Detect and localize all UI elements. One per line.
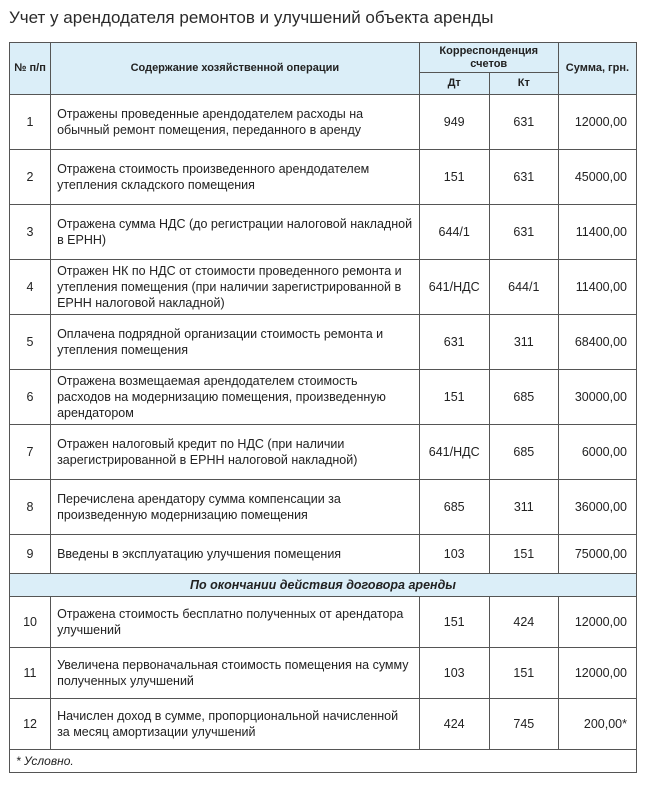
row-kt: 151 [489, 535, 558, 574]
row-sum: 12000,00 [558, 597, 636, 648]
table-row [10, 370, 637, 425]
row-num: 1 [10, 95, 51, 150]
header-operation: Содержание хозяйственной операции [51, 43, 420, 95]
row-sum: 30000,00 [558, 370, 636, 425]
row-dt: 151 [419, 597, 489, 648]
row-kt: 311 [489, 315, 558, 370]
table-row [10, 535, 637, 574]
row-dt: 151 [419, 370, 489, 425]
row-sum: 11400,00 [558, 205, 636, 260]
row-sum: 12000,00 [558, 95, 636, 150]
row-operation: Отражены проведенные арендодателем расходы на обычный ремонт помещения, переданного в аренду [51, 95, 420, 150]
row-sum: 36000,00 [558, 480, 636, 535]
table-row [10, 150, 637, 205]
row-kt: 631 [489, 95, 558, 150]
row-operation: Начислен доход в сумме, пропорциональной начисленной за месяц амортизации улучшений [51, 699, 420, 750]
row-operation: Отражена возмещаемая арендодателем стоимость расходов на модернизацию помещения, произведенную арендатором [51, 370, 420, 425]
row-dt: 685 [419, 480, 489, 535]
row-operation: Увеличена первоначальная стоимость помещения на сумму полученных улучшений [51, 648, 420, 699]
accounting-table [9, 42, 637, 773]
row-operation: Отражена стоимость бесплатно полученных от арендатора улучшений [51, 597, 420, 648]
row-num: 8 [10, 480, 51, 535]
table-row [10, 315, 637, 370]
row-kt: 631 [489, 150, 558, 205]
row-kt: 631 [489, 205, 558, 260]
row-dt: 644/1 [419, 205, 489, 260]
row-dt: 641/НДС [419, 425, 489, 480]
row-operation: Введены в эксплуатацию улучшения помещения [51, 535, 420, 574]
row-num: 7 [10, 425, 51, 480]
row-num: 4 [10, 260, 51, 315]
row-operation: Отражена сумма НДС (до регистрации налоговой накладной в ЕРНН) [51, 205, 420, 260]
section-row [10, 574, 637, 597]
row-operation: Отражена стоимость произведенного арендодателем утепления складского помещения [51, 150, 420, 205]
row-kt: 685 [489, 425, 558, 480]
row-kt: 311 [489, 480, 558, 535]
row-dt: 151 [419, 150, 489, 205]
row-dt: 103 [419, 648, 489, 699]
header-dt: Дт [419, 73, 489, 95]
row-num: 6 [10, 370, 51, 425]
row-operation: Оплачена подрядной организации стоимость ремонта и утепления помещения [51, 315, 420, 370]
row-dt: 949 [419, 95, 489, 150]
row-operation: Перечислена арендатору сумма компенсации за произведенную модернизацию помещения [51, 480, 420, 535]
table-row [10, 648, 637, 699]
row-kt: 644/1 [489, 260, 558, 315]
table-row [10, 699, 637, 750]
row-kt: 685 [489, 370, 558, 425]
row-dt: 641/НДС [419, 260, 489, 315]
row-sum: 12000,00 [558, 648, 636, 699]
row-num: 2 [10, 150, 51, 205]
row-sum: 11400,00 [558, 260, 636, 315]
row-sum: 68400,00 [558, 315, 636, 370]
footnote: * Условно. [10, 750, 637, 773]
footnote-row [10, 750, 637, 773]
row-sum: 6000,00 [558, 425, 636, 480]
row-operation: Отражен налоговый кредит по НДС (при наличии зарегистрированной в ЕРНН налоговой накладной) [51, 425, 420, 480]
table-row [10, 260, 637, 315]
header-kt: Кт [489, 73, 558, 95]
row-kt: 151 [489, 648, 558, 699]
table-row [10, 597, 637, 648]
table-row [10, 480, 637, 535]
row-dt: 424 [419, 699, 489, 750]
row-sum: 200,00* [558, 699, 636, 750]
row-num: 11 [10, 648, 51, 699]
header-sum: Сумма, грн. [558, 43, 636, 95]
row-num: 5 [10, 315, 51, 370]
table-row [10, 425, 637, 480]
table-row [10, 205, 637, 260]
row-kt: 745 [489, 699, 558, 750]
section-title: По окончании действия договора аренды [10, 574, 637, 597]
row-num: 12 [10, 699, 51, 750]
page-title: Учет у арендодателя ремонтов и улучшений объекта аренды [9, 8, 494, 27]
row-operation: Отражен НК по НДС от стоимости проведенного ремонта и утепления помещения (при наличии зарегистрированной в ЕРНН налоговой накладной) [51, 260, 420, 315]
row-sum: 75000,00 [558, 535, 636, 574]
row-sum: 45000,00 [558, 150, 636, 205]
header-correspondence: Корреспонденция счетов [419, 43, 558, 73]
table-row [10, 95, 637, 150]
row-dt: 631 [419, 315, 489, 370]
row-dt: 103 [419, 535, 489, 574]
row-num: 10 [10, 597, 51, 648]
row-num: 9 [10, 535, 51, 574]
header-num: № п/п [10, 43, 51, 95]
row-num: 3 [10, 205, 51, 260]
row-kt: 424 [489, 597, 558, 648]
